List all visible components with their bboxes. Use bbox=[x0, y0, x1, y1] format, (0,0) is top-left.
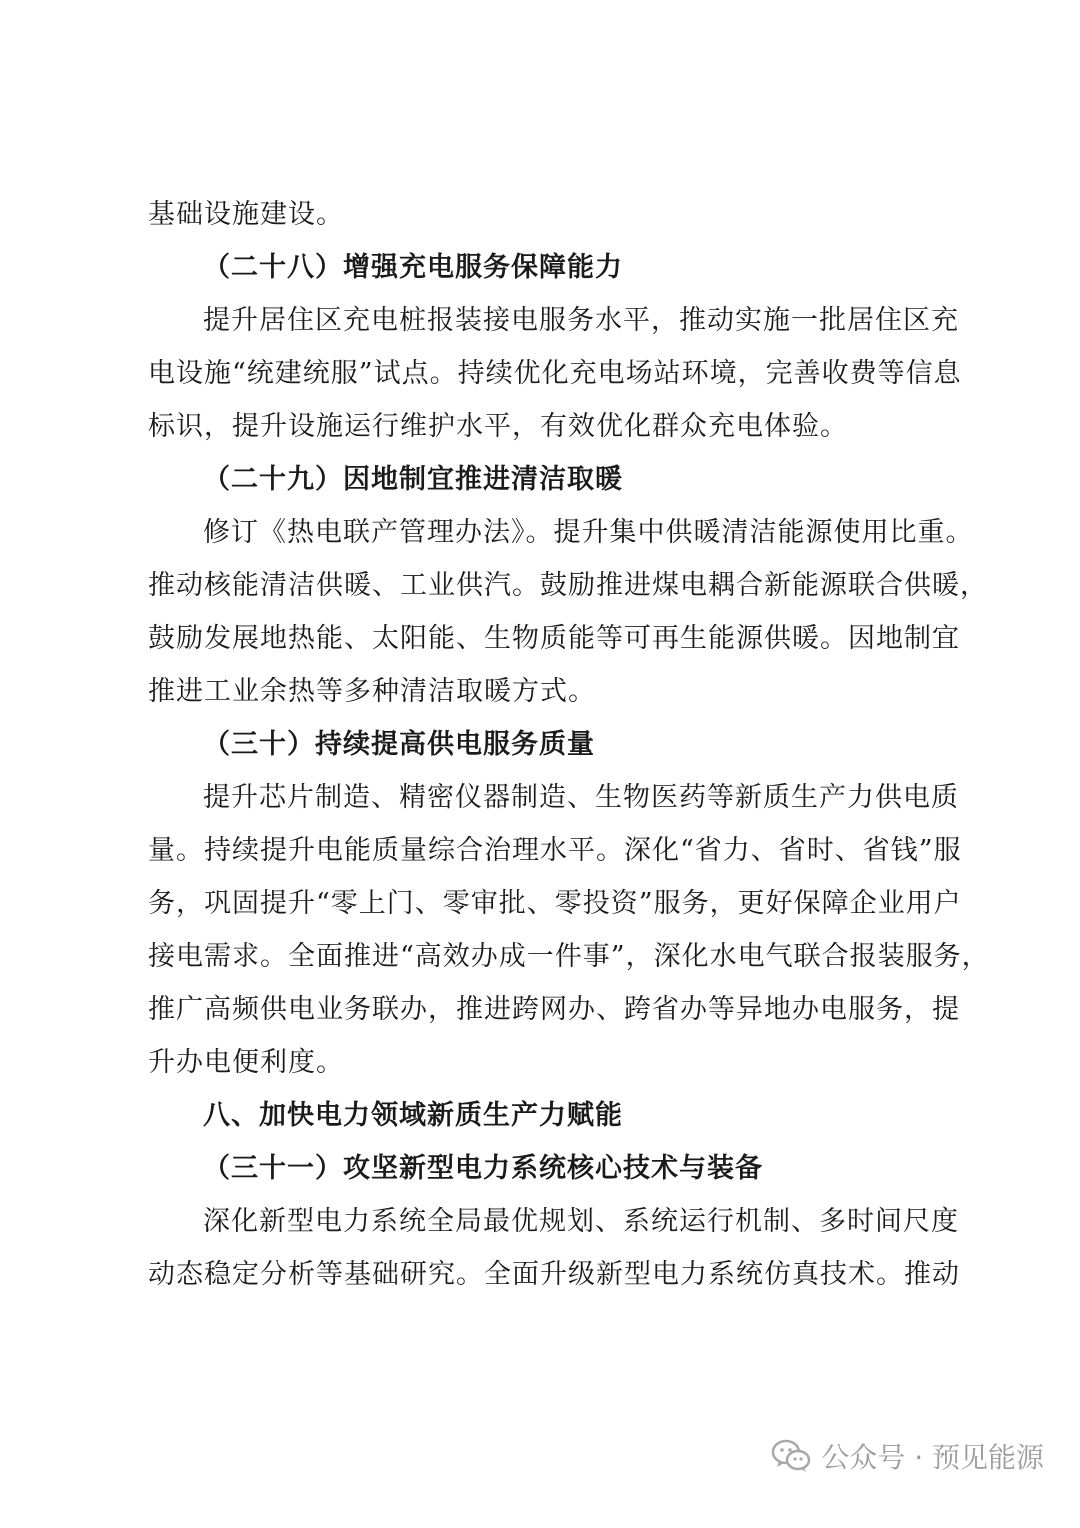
body-line: 电设施“统建统服”试点。持续优化充电场站环境，完善收费等信息 bbox=[148, 358, 962, 389]
body-line: 推进工业余热等多种清洁取暖方式。 bbox=[148, 676, 596, 707]
body-line: 提升居住区充电桩报装接电服务水平，推动实施一批居住区充 bbox=[203, 305, 959, 336]
section-heading: 八、加快电力领域新质生产力赋能 bbox=[203, 1100, 623, 1131]
section-subheading: （三十一）攻坚新型电力系统核心技术与装备 bbox=[203, 1153, 763, 1184]
wechat-icon bbox=[771, 1439, 811, 1473]
document-page bbox=[148, 188, 990, 1301]
section-subheading: （二十八）增强充电服务保障能力 bbox=[203, 252, 623, 283]
body-line: 鼓励发展地热能、太阳能、生物质能等可再生能源供暖。因地制宜 bbox=[148, 623, 960, 654]
section-subheading: （三十）持续提高供电服务质量 bbox=[203, 729, 595, 760]
section-subheading: （二十九）因地制宜推进清洁取暖 bbox=[203, 464, 623, 495]
body-line: 深化新型电力系统全局最优规划、系统运行机制、多时间尺度 bbox=[203, 1206, 959, 1237]
body-line: 修订《热电联产管理办法》。提升集中供暖清洁能源使用比重。 bbox=[203, 517, 974, 548]
body-line: 动态稳定分析等基础研究。全面升级新型电力系统仿真技术。推动 bbox=[148, 1259, 960, 1290]
body-line: 标识，提升设施运行维护水平，有效优化群众充电体验。 bbox=[148, 411, 848, 442]
body-line: 升办电便利度。 bbox=[148, 1047, 344, 1078]
body-line: 量。持续提升电能质量综合治理水平。深化“省力、省时、省钱”服 bbox=[148, 835, 962, 866]
body-line: 提升芯片制造、精密仪器制造、生物医药等新质生产力供电质 bbox=[203, 782, 959, 813]
watermark-text: 公众号 · 预见能源 bbox=[821, 1441, 1044, 1474]
body-line: 推动核能清洁供暖、工业供汽。鼓励推进煤电耦合新能源联合供暖， bbox=[148, 570, 988, 601]
body-line: 推广高频供电业务联办，推进跨网办、跨省办等异地办电服务，提 bbox=[148, 994, 960, 1025]
watermark bbox=[771, 1436, 1044, 1476]
body-line: 基础设施建设。 bbox=[148, 199, 344, 230]
body-line: 务，巩固提升“零上门、零审批、零投资”服务，更好保障企业用户 bbox=[148, 888, 962, 919]
body-line: 接电需求。全面推进“高效办成一件事”，深化水电气联合报装服务， bbox=[148, 941, 990, 972]
